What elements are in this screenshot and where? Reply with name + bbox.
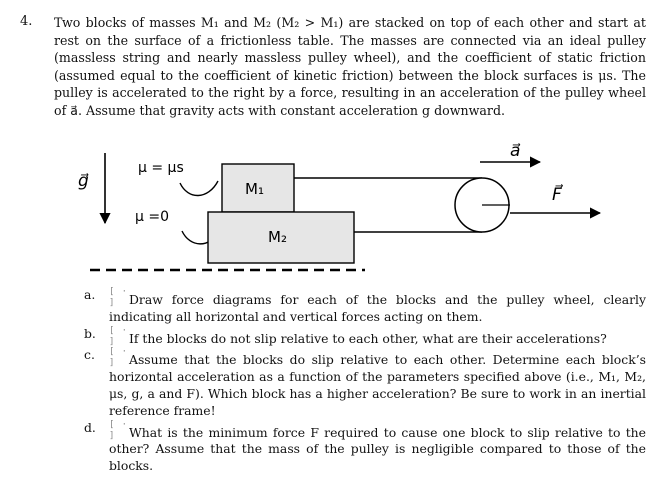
block-bottom-label: M₂ [268, 228, 287, 246]
part-text: What is the minimum force F required to cause one block to slip relative to the other? Assume that the mass of the pulley is negligible compared to those of the blocks. [109, 424, 646, 474]
problem-intro [54, 14, 646, 120]
question-number: 4. [20, 14, 33, 29]
part-text: If the blocks do not slip relative to each other, what are their accelerations? [129, 330, 607, 346]
problem-intro-text: Two blocks of masses M₁ and M₂ (M₂ > M₁) are stacked on top of each other and start at rest on the surface of a frictionless table. The masses are connected via an ideal pulley (massless string and nearly massless pulley wheel), and the coefficient of static friction (assumed equal to the coefficient of kinetic friction) between the block surfaces is μs. The pulley is accelerated to the right by a force, resulting in an acceleration of the pulley wheel of a⃗. Assume that gravity acts with constant acceleration g downward. [54, 15, 646, 118]
points-box: [ · ] [109, 287, 126, 308]
acceleration-label: a⃗ [510, 141, 521, 161]
part-label: d. [84, 419, 96, 435]
points-box: [ · ] [109, 419, 126, 441]
part-text: Draw force diagrams for each of the blocks and the pulley wheel, clearly indicating all horizontal and vertical forces acting on them. [109, 292, 646, 324]
points-box: [ · ] [109, 347, 126, 369]
mu-bottom-label: μ =0 [135, 209, 169, 225]
pulley-diagram [70, 138, 610, 278]
gravity-label: g⃗ [78, 171, 89, 191]
part-a [84, 287, 646, 326]
sub-questions [84, 287, 646, 475]
mu-top-leader [180, 181, 218, 196]
points-box: [ · ] [109, 325, 126, 347]
part-text: Assume that the blocks do slip relative to each other. Determine each block’s horizontal acceleration as a function of the parameters specified above (i.e., M₁, M₂, μs, g, a and F). Which block has a higher acceleration? Be sure to work in an inertial reference frame! [109, 352, 646, 418]
part-d [84, 420, 646, 475]
part-label: c. [84, 347, 95, 363]
part-c [84, 347, 646, 419]
part-label: b. [84, 325, 96, 341]
mu-top-label: μ = μs [138, 160, 184, 176]
part-label: a. [84, 287, 96, 302]
part-b [84, 326, 646, 348]
force-label: F⃗ [552, 185, 562, 205]
block-top-label: M₁ [245, 180, 264, 198]
